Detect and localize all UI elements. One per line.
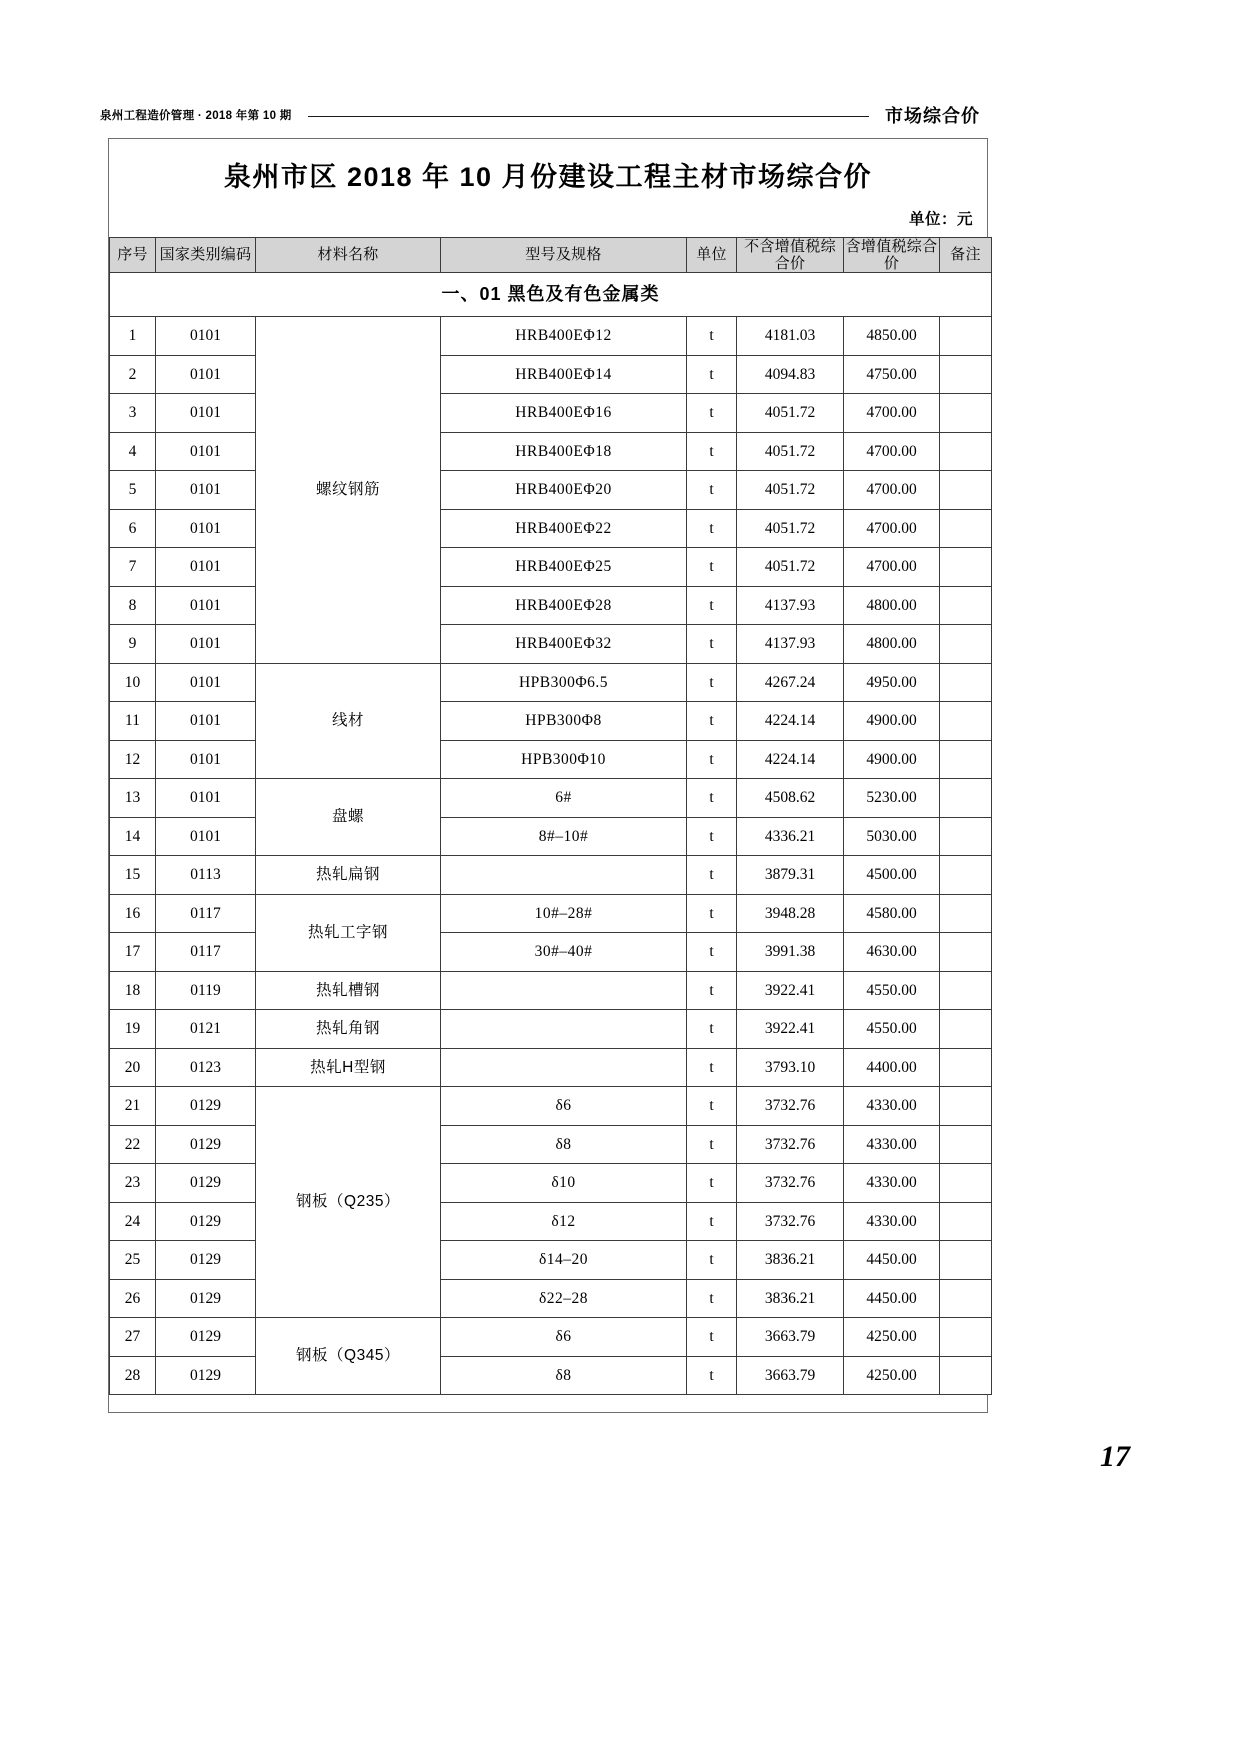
cell-index: 7: [110, 548, 156, 587]
cell-spec: δ6: [441, 1087, 687, 1126]
cell-code: 0117: [156, 894, 256, 933]
cell-index: 5: [110, 471, 156, 510]
cell-material-name: 热轧扁钢: [256, 856, 441, 895]
cell-spec: HRB400EΦ22: [441, 509, 687, 548]
cell-code: 0129: [156, 1241, 256, 1280]
cell-spec: δ8: [441, 1125, 687, 1164]
cell-code: 0101: [156, 317, 256, 356]
cell-note: [940, 1356, 992, 1395]
cell-price-excl: 3732.76: [737, 1125, 844, 1164]
cell-material-name: 热轧H型钢: [256, 1048, 441, 1087]
cell-index: 24: [110, 1202, 156, 1241]
table-row: [110, 894, 992, 933]
column-header-spec: 型号及规格: [441, 237, 687, 273]
cell-note: [940, 625, 992, 664]
cell-spec: HRB400EΦ12: [441, 317, 687, 356]
table-row: [110, 1279, 992, 1318]
cell-price-excl: 4508.62: [737, 779, 844, 818]
cell-price-excl: 4051.72: [737, 432, 844, 471]
table-row: [110, 702, 992, 741]
cell-code: 0101: [156, 355, 256, 394]
cell-price-excl: 4137.93: [737, 586, 844, 625]
cell-unit: t: [687, 394, 737, 433]
cell-spec: 6#: [441, 779, 687, 818]
cell-price-incl: 4700.00: [844, 509, 940, 548]
cell-index: 13: [110, 779, 156, 818]
cell-note: [940, 471, 992, 510]
cell-price-incl: 4850.00: [844, 317, 940, 356]
cell-material-name: 钢板（Q345）: [256, 1318, 441, 1395]
cell-price-excl: 4051.72: [737, 471, 844, 510]
cell-code: 0129: [156, 1202, 256, 1241]
cell-price-incl: 4700.00: [844, 548, 940, 587]
cell-price-excl: 3663.79: [737, 1356, 844, 1395]
page-number: 17: [1100, 1440, 1130, 1473]
cell-price-incl: 4330.00: [844, 1164, 940, 1203]
column-header-price-incl: 含增值税综合价: [844, 237, 940, 273]
cell-note: [940, 663, 992, 702]
cell-note: [940, 1241, 992, 1280]
cell-price-incl: 4900.00: [844, 702, 940, 741]
cell-unit: t: [687, 1048, 737, 1087]
cell-price-excl: 3732.76: [737, 1202, 844, 1241]
cell-price-incl: 5030.00: [844, 817, 940, 856]
cell-code: 0101: [156, 779, 256, 818]
running-header-rule: [308, 116, 869, 117]
table-row: [110, 432, 992, 471]
cell-unit: t: [687, 856, 737, 895]
cell-unit: t: [687, 1125, 737, 1164]
cell-price-excl: 4051.72: [737, 509, 844, 548]
cell-code: 0129: [156, 1318, 256, 1357]
cell-price-excl: 3663.79: [737, 1318, 844, 1357]
cell-spec: δ14–20: [441, 1241, 687, 1280]
cell-price-incl: 4330.00: [844, 1125, 940, 1164]
table-row: [110, 1087, 992, 1126]
cell-price-incl: 4550.00: [844, 971, 940, 1010]
cell-note: [940, 779, 992, 818]
cell-note: [940, 1164, 992, 1203]
cell-note: [940, 317, 992, 356]
cell-price-incl: 4450.00: [844, 1279, 940, 1318]
table-header: [110, 237, 992, 273]
cell-index: 22: [110, 1125, 156, 1164]
cell-spec: HPB300Φ6.5: [441, 663, 687, 702]
cell-note: [940, 702, 992, 741]
cell-price-excl: 4137.93: [737, 625, 844, 664]
cell-spec: [441, 971, 687, 1010]
cell-unit: t: [687, 1164, 737, 1203]
cell-index: 27: [110, 1318, 156, 1357]
cell-unit: t: [687, 1010, 737, 1049]
table-frame: [108, 138, 988, 1413]
cell-unit: t: [687, 740, 737, 779]
cell-price-incl: 4900.00: [844, 740, 940, 779]
cell-note: [940, 817, 992, 856]
cell-index: 1: [110, 317, 156, 356]
running-header: [100, 100, 980, 130]
cell-note: [940, 1087, 992, 1126]
cell-price-incl: 4400.00: [844, 1048, 940, 1087]
cell-price-excl: 4336.21: [737, 817, 844, 856]
cell-index: 14: [110, 817, 156, 856]
cell-price-incl: 4950.00: [844, 663, 940, 702]
cell-spec: [441, 856, 687, 895]
column-header-index: 序号: [110, 237, 156, 273]
cell-note: [940, 1125, 992, 1164]
cell-unit: t: [687, 548, 737, 587]
cell-unit: t: [687, 894, 737, 933]
cell-code: 0101: [156, 509, 256, 548]
cell-note: [940, 894, 992, 933]
cell-price-excl: 3879.31: [737, 856, 844, 895]
cell-spec: [441, 1010, 687, 1049]
cell-spec: HPB300Φ8: [441, 702, 687, 741]
cell-index: 6: [110, 509, 156, 548]
cell-price-excl: 3991.38: [737, 933, 844, 972]
table-row: [110, 586, 992, 625]
cell-spec: 30#–40#: [441, 933, 687, 972]
cell-code: 0101: [156, 548, 256, 587]
table-row: [110, 856, 992, 895]
cell-price-excl: 3793.10: [737, 1048, 844, 1087]
cell-price-incl: 4330.00: [844, 1087, 940, 1126]
cell-spec: HRB400EΦ25: [441, 548, 687, 587]
cell-code: 0101: [156, 432, 256, 471]
cell-code: 0113: [156, 856, 256, 895]
cell-price-incl: 4450.00: [844, 1241, 940, 1280]
cell-index: 21: [110, 1087, 156, 1126]
column-header-name: 材料名称: [256, 237, 441, 273]
cell-spec: 10#–28#: [441, 894, 687, 933]
cell-note: [940, 548, 992, 587]
cell-price-incl: 4500.00: [844, 856, 940, 895]
cell-code: 0101: [156, 740, 256, 779]
cell-note: [940, 1318, 992, 1357]
cell-code: 0129: [156, 1279, 256, 1318]
cell-index: 4: [110, 432, 156, 471]
running-header-right: 市场综合价: [885, 106, 980, 126]
cell-spec: 8#–10#: [441, 817, 687, 856]
cell-note: [940, 509, 992, 548]
table-row: [110, 548, 992, 587]
cell-code: 0101: [156, 663, 256, 702]
cell-code: 0129: [156, 1164, 256, 1203]
cell-note: [940, 1279, 992, 1318]
cell-note: [940, 355, 992, 394]
table-row: [110, 663, 992, 702]
cell-price-excl: 4051.72: [737, 548, 844, 587]
cell-code: 0117: [156, 933, 256, 972]
table-body: [110, 273, 992, 1395]
cell-index: 25: [110, 1241, 156, 1280]
cell-price-excl: 4051.72: [737, 394, 844, 433]
cell-price-excl: 3948.28: [737, 894, 844, 933]
column-header-note: 备注: [940, 237, 992, 273]
cell-material-name: 热轧槽钢: [256, 971, 441, 1010]
cell-index: 26: [110, 1279, 156, 1318]
cell-spec: δ8: [441, 1356, 687, 1395]
cell-price-incl: 4750.00: [844, 355, 940, 394]
cell-code: 0119: [156, 971, 256, 1010]
table-row: [110, 1202, 992, 1241]
cell-unit: t: [687, 317, 737, 356]
cell-index: 12: [110, 740, 156, 779]
cell-price-incl: 4580.00: [844, 894, 940, 933]
cell-material-name: 钢板（Q235）: [256, 1087, 441, 1318]
cell-unit: t: [687, 586, 737, 625]
cell-code: 0101: [156, 702, 256, 741]
cell-unit: t: [687, 663, 737, 702]
running-header-left: 泉州工程造价管理 · 2018 年第 10 期: [100, 110, 292, 122]
cell-index: 10: [110, 663, 156, 702]
cell-spec: HRB400EΦ18: [441, 432, 687, 471]
cell-price-excl: 3732.76: [737, 1087, 844, 1126]
cell-unit: t: [687, 1202, 737, 1241]
cell-price-incl: 4800.00: [844, 625, 940, 664]
cell-unit: t: [687, 1279, 737, 1318]
cell-index: 17: [110, 933, 156, 972]
table-row: [110, 394, 992, 433]
cell-price-excl: 4267.24: [737, 663, 844, 702]
unit-note: 单位：元: [908, 210, 973, 228]
cell-index: 2: [110, 355, 156, 394]
table-row: [110, 1048, 992, 1087]
section-title-row: [110, 273, 992, 317]
table-row: [110, 1010, 992, 1049]
cell-index: 28: [110, 1356, 156, 1395]
cell-price-incl: 4250.00: [844, 1318, 940, 1357]
cell-spec: HRB400EΦ32: [441, 625, 687, 664]
table-row: [110, 471, 992, 510]
cell-spec: [441, 1048, 687, 1087]
cell-price-excl: 4181.03: [737, 317, 844, 356]
column-header-code: 国家类别编码: [156, 237, 256, 273]
cell-spec: δ6: [441, 1318, 687, 1357]
cell-code: 0101: [156, 394, 256, 433]
cell-index: 20: [110, 1048, 156, 1087]
cell-material-name: 热轧工字钢: [256, 894, 441, 971]
cell-spec: HRB400EΦ20: [441, 471, 687, 510]
cell-price-incl: 4800.00: [844, 586, 940, 625]
cell-material-name: 螺纹钢筋: [256, 317, 441, 664]
cell-unit: t: [687, 1087, 737, 1126]
cell-index: 19: [110, 1010, 156, 1049]
cell-price-incl: 4250.00: [844, 1356, 940, 1395]
cell-note: [940, 740, 992, 779]
cell-index: 18: [110, 971, 156, 1010]
cell-unit: t: [687, 817, 737, 856]
cell-material-name: 盘螺: [256, 779, 441, 856]
cell-price-excl: 3922.41: [737, 971, 844, 1010]
cell-price-excl: 4224.14: [737, 740, 844, 779]
table-row: [110, 1356, 992, 1395]
cell-index: 3: [110, 394, 156, 433]
column-header-unit: 单位: [687, 237, 737, 273]
cell-price-excl: 4224.14: [737, 702, 844, 741]
cell-index: 9: [110, 625, 156, 664]
table-row: [110, 1164, 992, 1203]
cell-price-incl: 4330.00: [844, 1202, 940, 1241]
cell-code: 0121: [156, 1010, 256, 1049]
cell-unit: t: [687, 432, 737, 471]
cell-note: [940, 432, 992, 471]
table-header-row: [110, 237, 992, 273]
cell-price-incl: 4550.00: [844, 1010, 940, 1049]
cell-note: [940, 1202, 992, 1241]
cell-spec: δ12: [441, 1202, 687, 1241]
cell-material-name: 热轧角钢: [256, 1010, 441, 1049]
page-title: 泉州市区 2018 年 10 月份建设工程主材市场综合价: [223, 162, 873, 192]
cell-unit: t: [687, 1241, 737, 1280]
cell-unit: t: [687, 702, 737, 741]
cell-code: 0101: [156, 625, 256, 664]
section-title: 一、01 黑色及有色金属类: [110, 273, 992, 317]
cell-price-incl: 4700.00: [844, 394, 940, 433]
cell-price-excl: 3732.76: [737, 1164, 844, 1203]
cell-code: 0101: [156, 586, 256, 625]
table-row: [110, 355, 992, 394]
table-row: [110, 779, 992, 818]
table-row: [110, 1125, 992, 1164]
cell-unit: t: [687, 779, 737, 818]
cell-code: 0129: [156, 1087, 256, 1126]
cell-spec: HRB400EΦ16: [441, 394, 687, 433]
cell-index: 11: [110, 702, 156, 741]
cell-spec: δ22–28: [441, 1279, 687, 1318]
cell-price-excl: 4094.83: [737, 355, 844, 394]
cell-note: [940, 1048, 992, 1087]
cell-code: 0101: [156, 471, 256, 510]
cell-index: 15: [110, 856, 156, 895]
cell-note: [940, 856, 992, 895]
cell-price-incl: 4630.00: [844, 933, 940, 972]
cell-unit: t: [687, 933, 737, 972]
material-price-table: [109, 237, 992, 1396]
cell-unit: t: [687, 1318, 737, 1357]
cell-price-incl: 4700.00: [844, 432, 940, 471]
cell-spec: HRB400EΦ14: [441, 355, 687, 394]
cell-note: [940, 1010, 992, 1049]
cell-price-excl: 3836.21: [737, 1279, 844, 1318]
table-row: [110, 317, 992, 356]
column-header-price-excl: 不含增值税综合价: [737, 237, 844, 273]
table-row: [110, 971, 992, 1010]
cell-unit: t: [687, 355, 737, 394]
table-row: [110, 933, 992, 972]
cell-price-incl: 5230.00: [844, 779, 940, 818]
cell-unit: t: [687, 625, 737, 664]
cell-code: 0101: [156, 817, 256, 856]
cell-note: [940, 971, 992, 1010]
cell-index: 8: [110, 586, 156, 625]
table-row: [110, 1318, 992, 1357]
cell-note: [940, 586, 992, 625]
table-row: [110, 817, 992, 856]
cell-spec: HRB400EΦ28: [441, 586, 687, 625]
cell-unit: t: [687, 471, 737, 510]
cell-price-incl: 4700.00: [844, 471, 940, 510]
cell-code: 0129: [156, 1356, 256, 1395]
cell-code: 0129: [156, 1125, 256, 1164]
table-row: [110, 625, 992, 664]
cell-price-excl: 3836.21: [737, 1241, 844, 1280]
cell-material-name: 线材: [256, 663, 441, 779]
table-row: [110, 740, 992, 779]
cell-spec: HPB300Φ10: [441, 740, 687, 779]
cell-note: [940, 394, 992, 433]
cell-price-excl: 3922.41: [737, 1010, 844, 1049]
table-row: [110, 509, 992, 548]
table-row: [110, 1241, 992, 1280]
cell-index: 16: [110, 894, 156, 933]
cell-note: [940, 933, 992, 972]
cell-unit: t: [687, 971, 737, 1010]
cell-code: 0123: [156, 1048, 256, 1087]
cell-index: 23: [110, 1164, 156, 1203]
cell-unit: t: [687, 1356, 737, 1395]
cell-unit: t: [687, 509, 737, 548]
cell-spec: δ10: [441, 1164, 687, 1203]
